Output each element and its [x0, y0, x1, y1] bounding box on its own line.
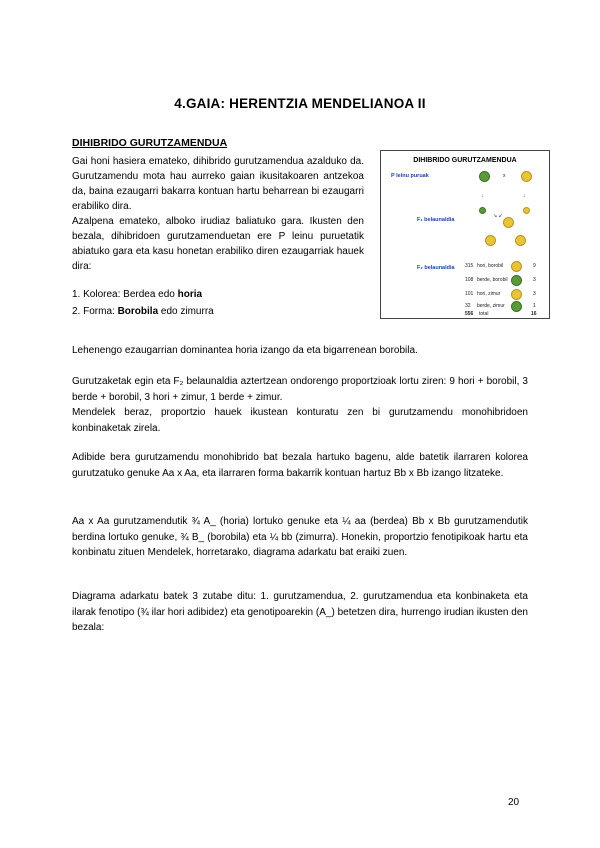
paragraph-f2-conclusion: Mendelek beraz, proportzio hauek ikustean konturatu zen bi gurutzamendu monohibridoen konbinaketak zirela.	[72, 407, 528, 434]
label-f2-generation: F₂ belaunaldia	[417, 265, 455, 271]
green-pea-icon	[479, 171, 490, 182]
label-f1-generation: F₁ belaunaldia	[417, 217, 455, 223]
list-item-text: 2. Forma:	[72, 306, 118, 317]
section-heading: DIHIBRIDO GURUTZAMENDUA	[72, 137, 228, 149]
f2-row-ratio: 3	[533, 291, 536, 297]
f2-row-count: 108	[465, 277, 474, 283]
gamete-icon	[479, 207, 486, 214]
paragraph-branch-diagram: Diagrama adarkatu batek 3 zutabe ditu: 1. gurutzamendua, 2. gurutzamendua eta konbinaketa eta ilarak fenotipo (¾ ilar hori adibidez) eta genotipoarekin (A_) betetzen dira, hurrengo irudian ikusten den bezala:	[72, 591, 528, 633]
intro-text	[72, 154, 364, 274]
f2-row-desc: hori, borobil	[477, 263, 504, 269]
f2-total-label: total	[479, 311, 489, 317]
f2-row-desc: hori, zimur	[477, 291, 501, 297]
arrow-down-icon: ↓	[523, 193, 526, 199]
f2-row-desc: berde, borobil	[477, 277, 508, 283]
cross-symbol: x	[503, 173, 506, 179]
f2-row-desc: berde, zimur	[477, 303, 505, 309]
gamete-icon	[523, 207, 530, 214]
f2-row-count: 32	[465, 303, 471, 309]
f2-row-ratio: 3	[533, 277, 536, 283]
paragraph-f2-proportions: Gurutzaketak egin eta F₂ belaunaldia aztertzean ondorengo proportzioak lortu ziren: 9 hori + borobil, 3 berde + borobil, 3 hori + zimur, 1 berde + zimur.	[72, 376, 528, 403]
paragraph-dominance: Lehenengo ezaugarrian dominantea horia izango da eta bigarrenean borobila.	[72, 345, 418, 356]
yellow-round-pea-icon	[511, 261, 522, 272]
arrow-down-icon: ↓	[481, 193, 484, 199]
list-item	[72, 303, 214, 320]
intro-paragraph-1: Gai honi hasiera emateko, dihibrido gurutzamendua azalduko da. Gurutzamendu mota hau aurreko gaian ikusitakoaren antzekoa da, baina ezaugarri bakarra kontuan hartu beharrean bi ezaugarri erabiliko dira.	[72, 156, 364, 212]
traits-list	[72, 286, 214, 320]
f2-row-count: 101	[465, 291, 474, 297]
yellow-pea-icon	[515, 235, 526, 246]
paragraph-f2-results	[72, 374, 528, 436]
list-item-bold: Borobila	[117, 306, 159, 317]
figure-title: DIHIBRIDO GURUTZAMENDUA	[413, 157, 517, 164]
list-item-bold: horia	[177, 289, 203, 300]
yellow-pea-icon	[521, 171, 532, 182]
list-item-text: 1. Kolorea: Berdea edo	[72, 289, 178, 300]
f2-row-count: 315	[465, 263, 474, 269]
paragraph-monohybrid: Adibide bera gurutzamendu monohibrido bat bezala hartuko bagenu, alde batetik ilarraren kolorea gurutzatuko genuke Aa x Aa, eta ilarraren forma bakarrik kontuan hartuz Bb x Bb izango litzateke.	[72, 452, 528, 479]
yellow-wrinkled-pea-icon	[511, 289, 522, 300]
page-number: 20	[508, 797, 520, 808]
label-p-generation: P leinu puruak	[391, 173, 429, 179]
green-round-pea-icon	[511, 275, 522, 286]
f2-row-ratio: 1	[533, 303, 536, 309]
arrow-merge-icon: ↘ ↙	[493, 213, 503, 219]
dihybrid-cross-figure	[380, 150, 550, 319]
yellow-pea-icon	[503, 217, 514, 228]
list-item-text: edo zimurra	[158, 306, 214, 317]
f2-total-ratio: 16	[531, 311, 537, 317]
green-wrinkled-pea-icon	[511, 301, 522, 312]
paragraph-proportions: Aa x Aa gurutzamendutik ¾ A_ (horia) lortuko genuke eta ¼ aa (berdea) Bb x Bb gurutzamendutik berdina lortuko genuke, ¾ B_ (borobila) eta ¼ bb (zimurra). Honekin, proportzio fenotipikoak hartu eta konbinatu zituen Mendelek, horretarako, diagrama adarkatu bat eraiki zuen.	[72, 516, 528, 558]
page-title: 4.GAIA: HERENTZIA MENDELIANOA II	[174, 96, 426, 111]
list-item	[72, 286, 214, 303]
f2-total-count: 556	[465, 311, 474, 317]
f2-row-ratio: 9	[533, 263, 536, 269]
intro-paragraph-2: Azalpena emateko, alboko irudiaz baliatuko gara. Ikusten den bezala, dihibridoen gurutzamenduetan ere P leinu puruetatik abiatuko gara eta kasu honetan erabiliko diren ezaugarriak hauek dira:	[72, 216, 364, 272]
yellow-pea-icon	[485, 235, 496, 246]
